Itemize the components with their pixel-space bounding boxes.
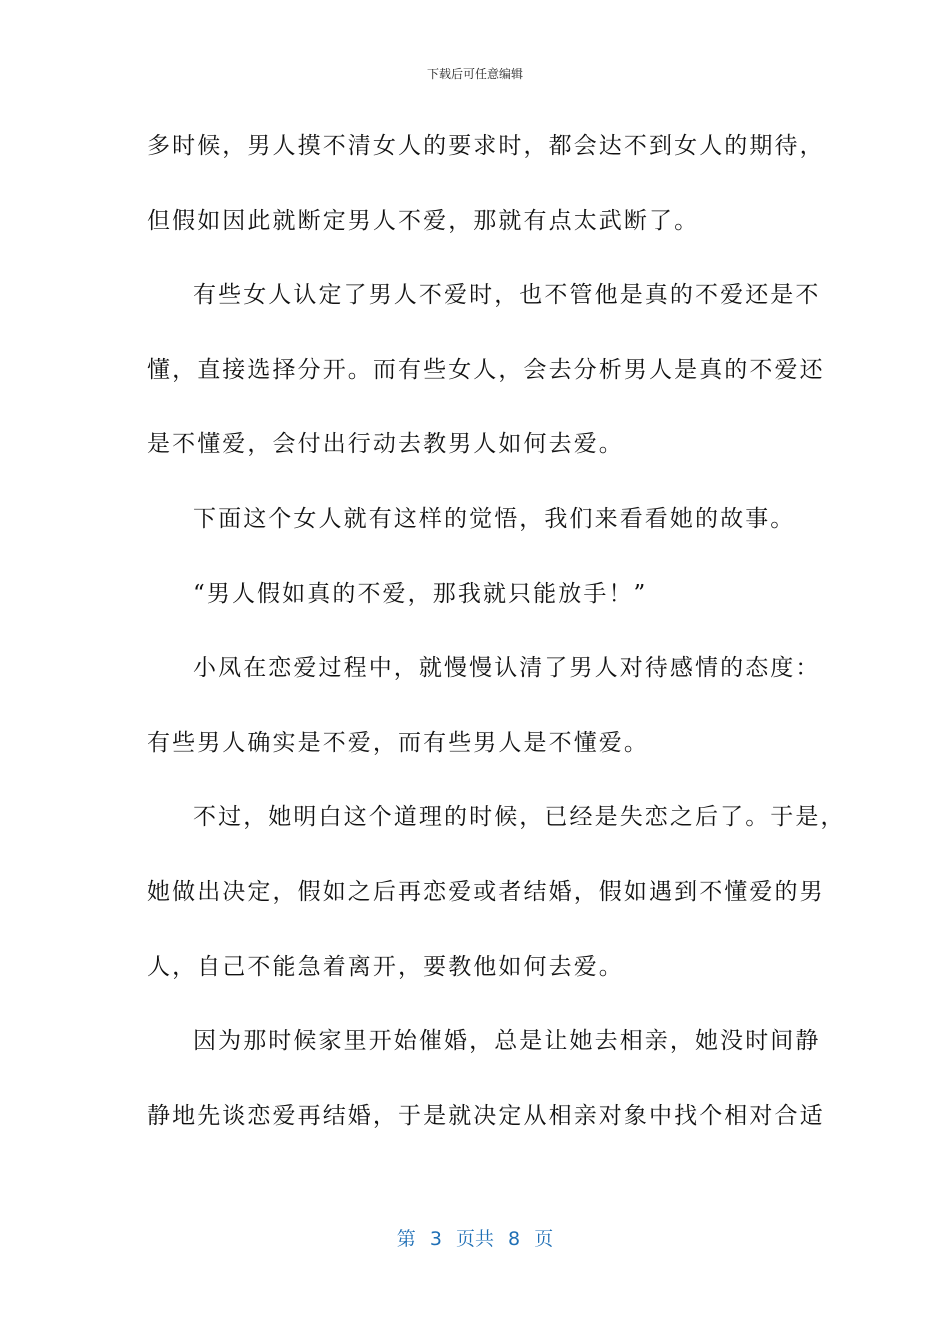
text-line: 因为那时候家里开始催婚，总是让她去相亲，她没时间静 bbox=[193, 1028, 821, 1055]
text-line: 多时候，男人摸不清女人的要求时，都会达不到女人的期待， bbox=[147, 133, 825, 159]
text-line: 有些男人确实是不爱，而有些男人是不懂爱。 bbox=[147, 729, 649, 756]
current-page-number: 3 bbox=[429, 1228, 442, 1250]
text-line: 是不懂爱，会付出行动去教男人如何去爱。 bbox=[147, 431, 624, 458]
document-body bbox=[147, 126, 846, 1170]
text-line: 她做出决定，假如之后再恋爱或者结婚，假如遇到不懂爱的男 bbox=[147, 878, 825, 905]
text-line: 但假如因此就断定男人不爱，那就有点太武断了。 bbox=[147, 207, 700, 234]
text-line: 有些女人认定了男人不爱时，也不管他是真的不爱还是不 bbox=[193, 282, 821, 309]
footer-suffix: 页 bbox=[534, 1228, 554, 1250]
total-pages-number: 8 bbox=[508, 1228, 521, 1250]
text-line: 懂，直接选择分开。而有些女人，会去分析男人是真的不爱还 bbox=[147, 356, 825, 383]
text-line: 静地先谈恋爱再结婚，于是就决定从相亲对象中找个相对合适 bbox=[147, 1102, 825, 1129]
text-line: “男人假如真的不爱，那我就只能放手！” bbox=[193, 580, 648, 607]
text-line: 人，自己不能急着离开，要教他如何去爱。 bbox=[147, 953, 624, 980]
text-line: 小凤在恋爱过程中，就慢慢认清了男人对待感情的态度： bbox=[193, 655, 821, 682]
footer-middle: 页共 bbox=[455, 1228, 494, 1250]
footer-prefix: 第 bbox=[396, 1228, 416, 1250]
text-line: 不过，她明白这个道理的时候，已经是失恋之后了。于是， bbox=[193, 804, 846, 831]
page-header: 下载后可任意编辑 bbox=[426, 67, 523, 81]
page-footer bbox=[0, 1226, 950, 1252]
text-line: 下面这个女人就有这样的觉悟，我们来看看她的故事。 bbox=[193, 505, 796, 532]
